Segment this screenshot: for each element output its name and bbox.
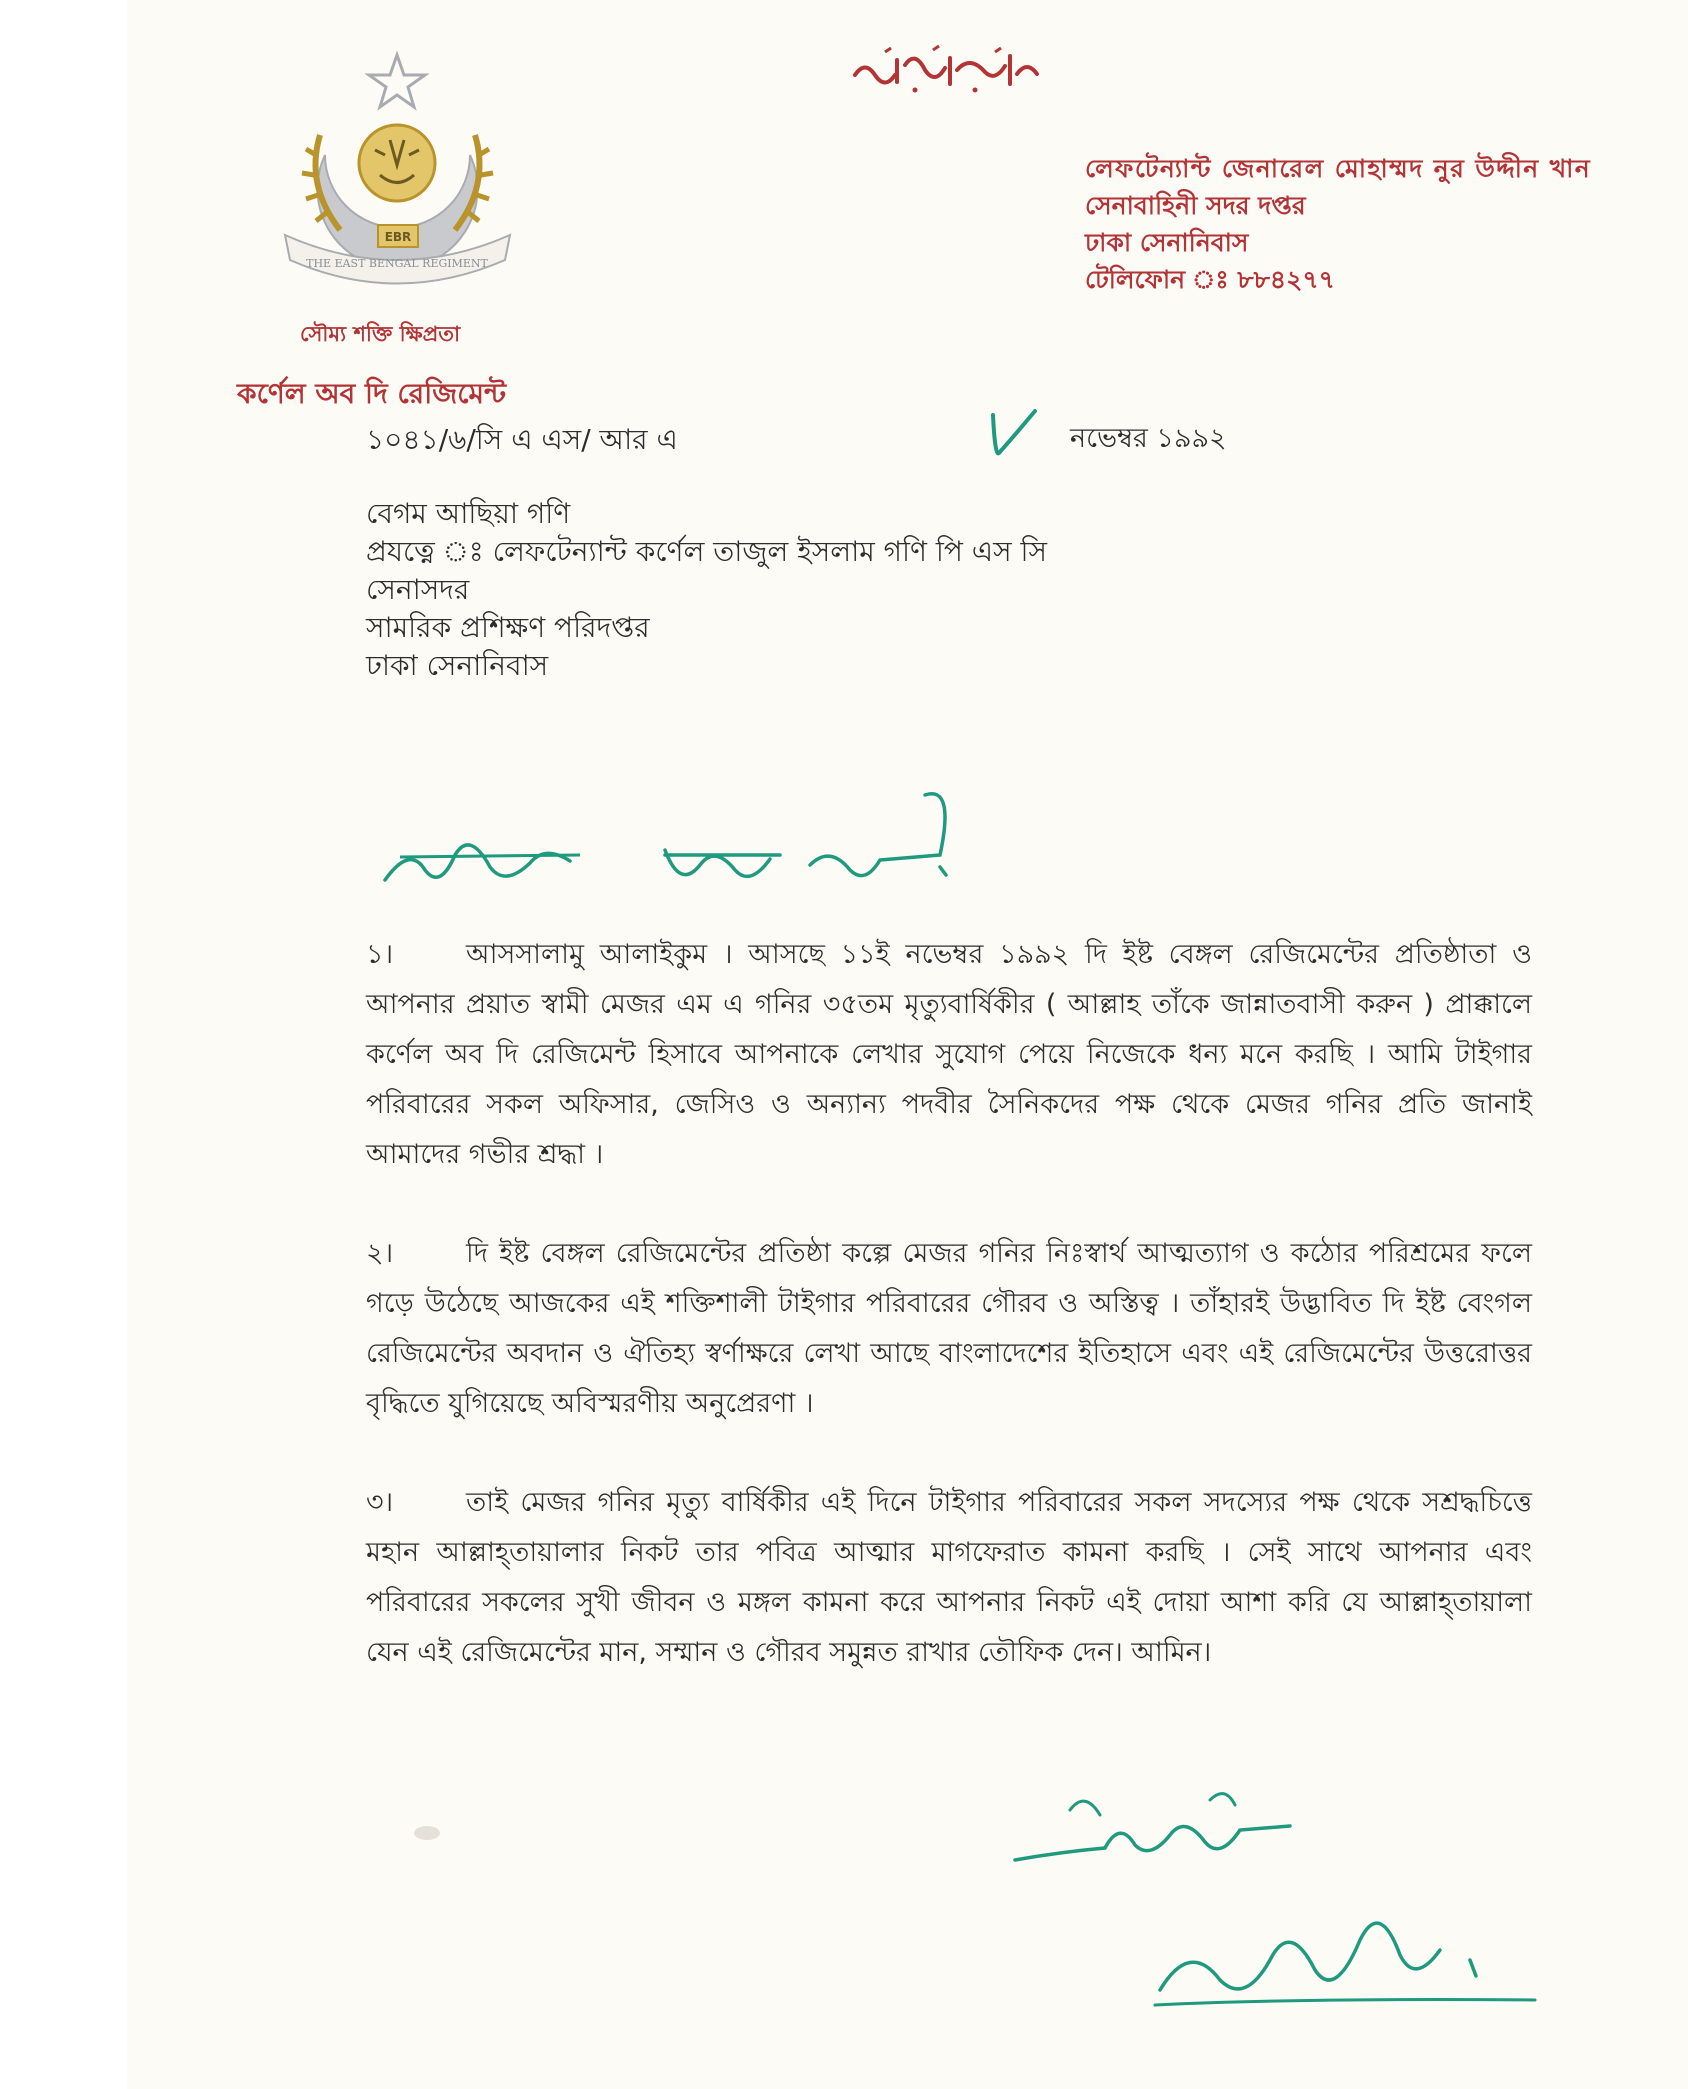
sender-name: লেফটেন্যান্ট জেনারেল মোহাম্মদ নুর উদ্দীন খান (1085, 154, 1592, 183)
bismillah-calligraphy (845, 40, 1045, 100)
regiment-crest (280, 45, 515, 295)
reference-number: ১০৪১/৬/সি এ এস/ আর এ (366, 423, 678, 456)
recipient-line: প্রযত্নে ঃ লেফটেন্যান্ট কর্ণেল তাজুল ইসলাম গণি পি এস সি (366, 535, 1047, 568)
crest-star-icon (369, 55, 425, 107)
sender-phone: টেলিফোন ঃ ৮৮৪২৭৭ (1085, 265, 1335, 294)
paragraph-text: তাই মেজর গনির মৃত্যু বার্ষিকীর এই দিনে টাইগার পরিবারের সকল সদস্যের পক্ষ থেকে সশ্রদ্ধচিত্তে মহান আল্লাহ্‌তায়ালার নিকট তার পবিত্র আত্মার মাগফেরাত কামনা করছি । সেই সাথে আপনার এবং পরিবারের সকলের সুখী জীবন ও মঙ্গল কামনা করে আপনার নিকট এই দোয়া আশা করি যে আল্লাহ্‌তায়ালা যেন এই রেজিমেন্টের মান, সম্মান ও গৌরব সমুন্নত রাখার তৌফিক দেন। আমিন। (366, 1487, 1532, 1668)
regiment-motto: সৌম্য শক্তি ক্ষিপ্রতা (300, 321, 461, 346)
paragraph-text: দি ইষ্ট বেঙ্গল রেজিমেন্টের প্রতিষ্ঠা কল্পে মেজর গনির নিঃস্বার্থ আত্মত্যাগ ও কঠোর পরিশ্রমের ফলে গড়ে উঠেছে আজকের এই শক্তিশালী টাইগার পরিবারের গৌরব ও অস্তিত্ব । তাঁহারই উদ্ভাবিত দি ইষ্ট বেংগল রেজিমেন্টের অবদান ও ঐতিহ্য স্বর্ণাক্ষরে লেখা আছে বাংলাদেশের ইতিহাসে এবং এই রেজিমেন্টের উত্তরোত্তর বৃদ্ধিতে যুগিয়েছে অবিস্মরণীয় অনুপ্রেরণা । (366, 1238, 1532, 1419)
handwritten-date-day (985, 395, 1045, 465)
paragraph-number: ১। (366, 939, 394, 970)
handwritten-salutation (380, 775, 980, 905)
body-paragraph-3 (366, 1478, 1532, 1678)
paragraph-text: আসসালামু আলাইকুম । আসছে ১১ই নভেম্বর ১৯৯২ দি ইষ্ট বেঙ্গল রেজিমেন্টের প্রতিষ্ঠাতা ও আপনার প্রয়াত স্বামী মেজর এম এ গনির ৩৫তম মৃত্যুবার্ষিকীর ( আল্লাহ তাঁকে জান্নাতবাসী করুন ) প্রাক্কালে কর্ণেল অব দি রেজিমেন্ট হিসাবে আপনাকে লেখার সুযোগ পেয়ে নিজেকে ধন্য মনে করছি । আমি টাইগার পরিবারের সকল অফিসার, জেসিও ও অন্যান্য পদবীর সৈনিকদের পক্ষ থেকে মেজর গনির প্রতি জানাই আমাদের গভীর শ্রদ্ধা । (366, 939, 1532, 1170)
recipient-line: সামরিক প্রশিক্ষণ পরিদপ্তর (366, 611, 650, 644)
recipient-line: সেনাসদর (366, 573, 470, 606)
sender-location: ঢাকা সেনানিবাস (1085, 228, 1249, 257)
signature (1150, 1880, 1540, 2010)
paper-smudge (414, 1826, 440, 1840)
crest-banner-text: THE EAST BENGAL REGIMENT (306, 257, 488, 270)
letter-body (366, 930, 1532, 1727)
paragraph-number: ২। (366, 1238, 394, 1269)
crest-badge-text: EBR (384, 230, 412, 244)
recipient-line: ঢাকা সেনানিবাস (366, 649, 549, 682)
letter-date: নভেম্বর ১৯৯২ (1070, 423, 1227, 454)
handwritten-closing (1010, 1760, 1300, 1880)
body-paragraph-1 (366, 930, 1532, 1180)
sender-block (1085, 150, 1591, 298)
recipient-address (366, 495, 1047, 685)
office-title: কর্ণেল অব দি রেজিমেন্ট (237, 377, 507, 410)
recipient-line: বেগম আছিয়া গণি (366, 497, 571, 530)
paragraph-number: ৩। (366, 1487, 394, 1518)
body-paragraph-2 (366, 1229, 1532, 1429)
sender-office: সেনাবাহিনী সদর দপ্তর (1085, 191, 1306, 220)
